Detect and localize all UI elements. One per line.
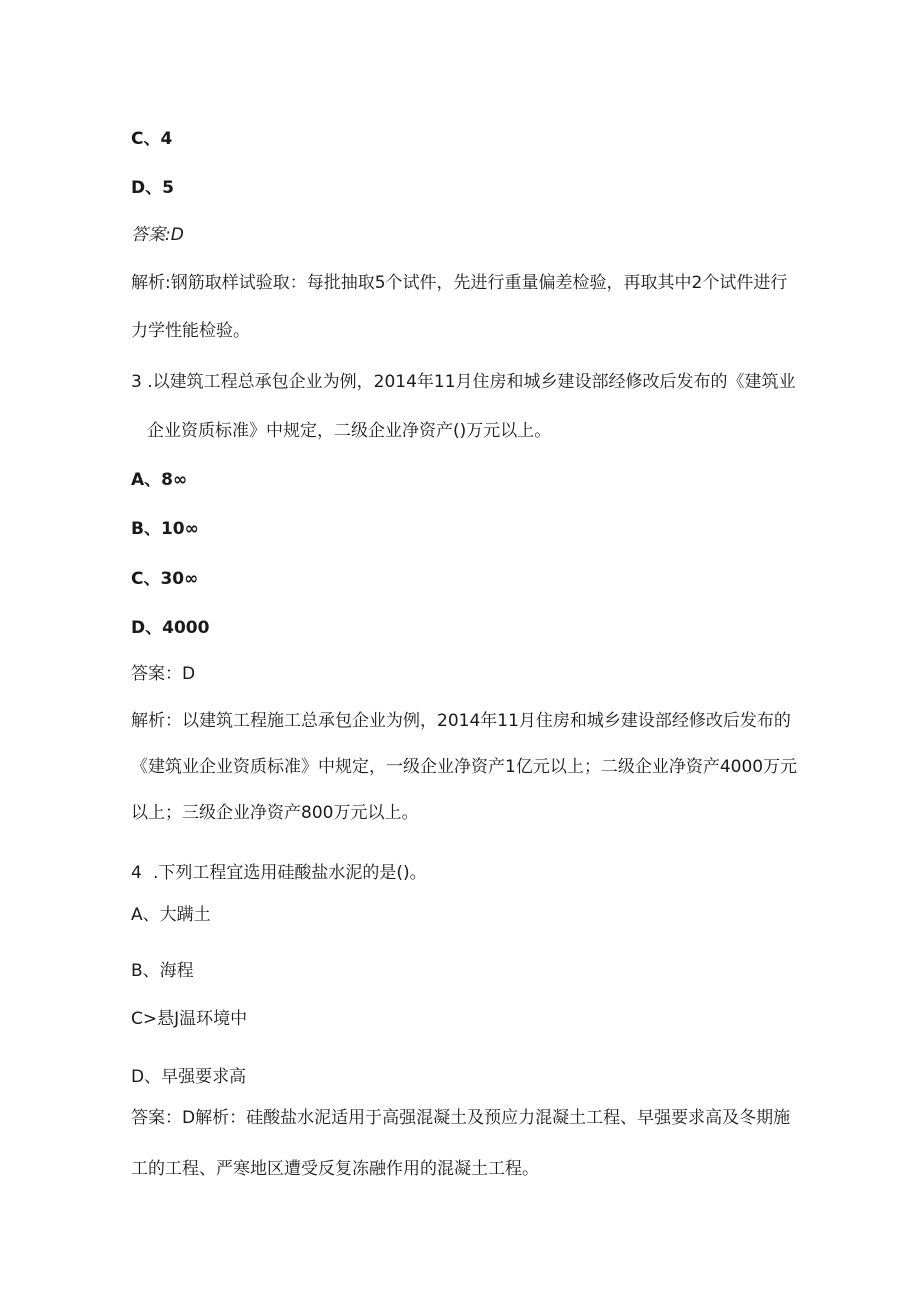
q3-stem-line-1: 3 .以建筑工程总承包企业为例，2014年11月住房和城乡建设部经修改后发布的《建筑业 <box>131 372 796 392</box>
q2-answer: 答案:D <box>131 225 184 245</box>
q2-analysis-line-1: 解析:钢筋取样试验取：每批抽取5个试件，先进行重量偏差检验，再取其中2个试件进行 <box>131 273 788 293</box>
q4-option-a: A、大蹒土 <box>131 905 211 925</box>
q4-option-c: C>悬J温环境中 <box>131 1009 248 1029</box>
q2-option-d: D、5 <box>131 178 174 198</box>
q4-stem-text: .下列工程宜选用硅酸盐水泥的是()。 <box>153 863 427 883</box>
q3-stem-line-2: 企业资质标准》中规定，二级企业净资产()万元以上。 <box>147 421 552 441</box>
q4-option-d: D、早强要求高 <box>131 1067 247 1087</box>
q2-option-c: C、4 <box>131 129 173 149</box>
q4-option-b: B、海程 <box>131 961 194 981</box>
q4-stem-number: 4 <box>131 863 142 883</box>
q3-option-c: C、30∞ <box>131 569 199 589</box>
q2-analysis-line-2: 力学性能检验。 <box>131 321 250 341</box>
q3-analysis-line-2: 《建筑业企业资质标准》中规定，一级企业净资产1亿元以上；二级企业净资产4000万元 <box>131 757 798 777</box>
q3-analysis-line-1: 解析：以建筑工程施工总承包企业为例，2014年11月住房和城乡建设部经修改后发布的 <box>131 711 791 731</box>
q4-answer-line-1: 答案：D解析：硅酸盐水泥适用于高强混凝土及预应力混凝土工程、早强要求高及冬期施 <box>131 1108 791 1128</box>
q3-analysis-line-3: 以上；三级企业净资产800万元以上。 <box>131 803 419 823</box>
q3-answer: 答案：D <box>131 664 196 684</box>
q3-option-b: B、10∞ <box>131 519 199 539</box>
q3-option-a: A、8∞ <box>131 470 188 490</box>
q3-option-d: D、4000 <box>131 618 210 638</box>
q4-answer-line-2: 工的工程、严寒地区遭受反复冻融作用的混凝土工程。 <box>131 1159 539 1179</box>
